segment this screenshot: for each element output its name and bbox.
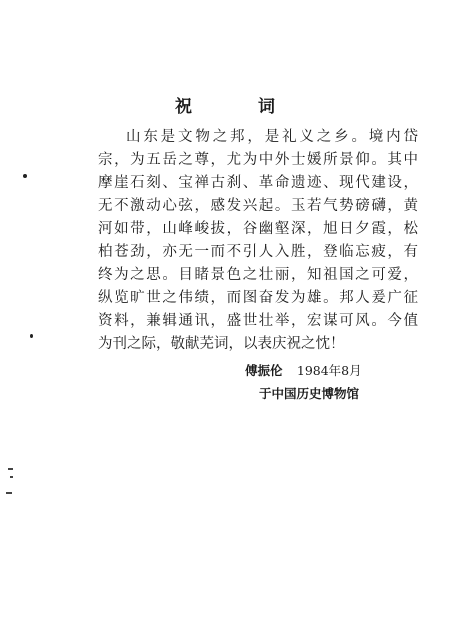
signature-place: 于中国历史博物馆 — [259, 386, 360, 401]
page-title: 祝 词 — [175, 97, 305, 117]
signature-date: 1984年8月 — [296, 363, 362, 378]
body-line: 柏苍劲，亦无一而不引人入胜，登临忘疲，有 — [98, 244, 418, 260]
body-line: 无不激动心弦，感发兴起。玉若气势磅礴，黄 — [98, 198, 418, 214]
body-line: 山东是文物之邦，是礼义之乡。境内岱 — [126, 129, 418, 145]
body-line: 纵览旷世之伟绩，而图奋发为雄。邦人爰广征 — [98, 290, 418, 306]
scan-mark — [10, 476, 13, 478]
scan-mark — [6, 492, 12, 494]
scan-mark — [8, 468, 13, 470]
scan-speck — [23, 174, 27, 178]
body-line: 摩崖石刻、宝禅古刹、革命遗迹、现代建设， — [98, 175, 418, 191]
body-line: 资料，兼辑通讯，盛世壮举，宏谋可风。今值 — [98, 313, 418, 329]
scan-speck — [30, 334, 33, 338]
signature-line — [245, 363, 362, 379]
author-name: 傅振伦 — [245, 363, 283, 378]
body-line: 河如带，山峰峻拔，谷幽壑深，旭日夕霞，松 — [98, 221, 418, 237]
body-line: 终为之思。目睹景色之壮丽，知祖国之可爱， — [98, 267, 418, 283]
body-line: 宗，为五岳之尊，尤为中外士媛所景仰。其中 — [98, 152, 418, 168]
body-line: 为刊之际，敬献芜词，以表庆祝之忱！ — [98, 336, 345, 352]
